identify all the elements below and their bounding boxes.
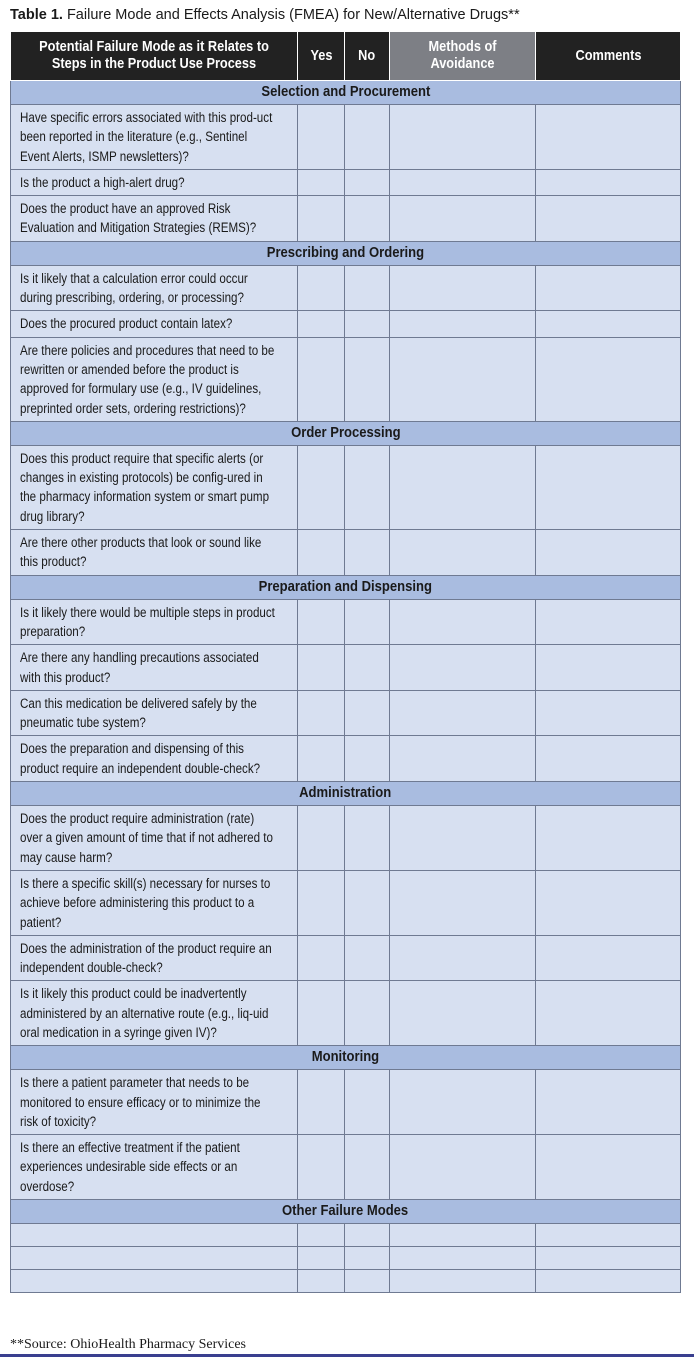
failure-mode-entry-cell[interactable] xyxy=(11,1270,298,1293)
failure-mode-question: Is the product a high-alert drug? xyxy=(11,169,298,195)
section-title: Order Processing xyxy=(11,421,681,445)
failure-mode-question: Is it likely there would be multiple steps in product preparation? xyxy=(11,599,298,645)
empty-row xyxy=(11,1224,681,1247)
header-methods-of-avoidance: Methods of Avoidance xyxy=(390,32,536,81)
no-cell[interactable] xyxy=(345,1135,390,1200)
failure-mode-question: Does this product require that specific alerts (or changes in existing protocols) be config-ured in the pharmacy information system or smart pump drug library? xyxy=(11,445,298,529)
no-cell[interactable] xyxy=(345,1270,390,1293)
yes-cell[interactable] xyxy=(298,645,345,691)
section-title: Other Failure Modes xyxy=(11,1200,681,1224)
comments-cell[interactable] xyxy=(536,105,681,170)
methods-of-avoidance-cell[interactable] xyxy=(390,806,536,871)
fmea-table-body xyxy=(11,81,681,1293)
failure-mode-question: Does the administration of the product require an independent double-check? xyxy=(11,935,298,981)
methods-of-avoidance-cell[interactable] xyxy=(390,870,536,935)
comments-cell[interactable] xyxy=(536,736,681,782)
failure-mode-question: Are there any handling precautions associated with this product? xyxy=(11,645,298,691)
table-row xyxy=(11,645,681,691)
yes-cell[interactable] xyxy=(298,1135,345,1200)
failure-mode-question: Is there an effective treatment if the patient experiences undesirable side effects or an overdose? xyxy=(11,1135,298,1200)
no-cell[interactable] xyxy=(345,169,390,195)
failure-mode-question: Are there other products that look or sound like this product? xyxy=(11,530,298,576)
table-header-row xyxy=(11,32,681,81)
no-cell[interactable] xyxy=(345,1247,390,1270)
failure-mode-entry-cell[interactable] xyxy=(11,1224,298,1247)
yes-cell[interactable] xyxy=(298,870,345,935)
table-row xyxy=(11,445,681,529)
fmea-table xyxy=(10,31,681,1293)
yes-cell[interactable] xyxy=(298,169,345,195)
no-cell[interactable] xyxy=(345,981,390,1046)
table-row xyxy=(11,530,681,576)
methods-of-avoidance-cell[interactable] xyxy=(390,530,536,576)
empty-row xyxy=(11,1270,681,1293)
methods-of-avoidance-cell[interactable] xyxy=(390,445,536,529)
table-row xyxy=(11,311,681,337)
methods-of-avoidance-cell[interactable] xyxy=(390,105,536,170)
comments-cell[interactable] xyxy=(536,169,681,195)
failure-mode-question: Does the procured product contain latex? xyxy=(11,311,298,337)
methods-of-avoidance-cell[interactable] xyxy=(390,196,536,242)
table-row xyxy=(11,690,681,736)
section-title: Monitoring xyxy=(11,1046,681,1070)
yes-cell[interactable] xyxy=(298,105,345,170)
methods-of-avoidance-cell[interactable] xyxy=(390,1224,536,1247)
table-row xyxy=(11,935,681,981)
empty-row xyxy=(11,1247,681,1270)
comments-cell[interactable] xyxy=(536,870,681,935)
comments-cell[interactable] xyxy=(536,599,681,645)
section-row-selection-and-procurement xyxy=(11,81,681,105)
comments-cell[interactable] xyxy=(536,1224,681,1247)
failure-mode-question: Are there policies and procedures that need to be rewritten or amended before the product is approved for formulary use (e.g., IV guidelines, preprinted order sets, ordering restrictions)? xyxy=(11,337,298,421)
comments-cell[interactable] xyxy=(536,1270,681,1293)
table-caption-text: Failure Mode and Effects Analysis (FMEA) for New/Alternative Drugs** xyxy=(66,7,520,23)
no-cell[interactable] xyxy=(345,105,390,170)
table-row xyxy=(11,870,681,935)
failure-mode-question: Is there a specific skill(s) necessary for nurses to achieve before administering this product to a patient? xyxy=(11,870,298,935)
table-row xyxy=(11,1135,681,1200)
failure-mode-question: Is it likely that a calculation error could occur during prescribing, ordering, or processing? xyxy=(11,265,298,311)
table-row xyxy=(11,196,681,242)
methods-of-avoidance-cell[interactable] xyxy=(390,1247,536,1270)
methods-of-avoidance-cell[interactable] xyxy=(390,935,536,981)
yes-cell[interactable] xyxy=(298,806,345,871)
yes-cell[interactable] xyxy=(298,736,345,782)
section-title: Prescribing and Ordering xyxy=(11,241,681,265)
methods-of-avoidance-cell[interactable] xyxy=(390,1270,536,1293)
comments-cell[interactable] xyxy=(536,337,681,421)
no-cell[interactable] xyxy=(345,806,390,871)
table-caption-label: Table 1. xyxy=(10,7,63,23)
header-failure-mode: Potential Failure Mode as it Relates to Steps in the Product Use Process xyxy=(11,32,298,81)
failure-mode-question: Is it likely this product could be inadvertently administered by an alternative route (e.g., liq-uid oral medication in a syringe given IV)? xyxy=(11,981,298,1046)
table-row xyxy=(11,337,681,421)
table-caption xyxy=(10,4,520,26)
table-row xyxy=(11,981,681,1046)
methods-of-avoidance-cell[interactable] xyxy=(390,645,536,691)
failure-mode-question: Is there a patient parameter that needs to be monitored to ensure efficacy or to minimize the risk of toxicity? xyxy=(11,1070,298,1135)
yes-cell[interactable] xyxy=(298,599,345,645)
yes-cell[interactable] xyxy=(298,1224,345,1247)
no-cell[interactable] xyxy=(345,1070,390,1135)
no-cell[interactable] xyxy=(345,445,390,529)
failure-mode-question: Does the preparation and dispensing of this product require an independent double-check? xyxy=(11,736,298,782)
yes-cell[interactable] xyxy=(298,530,345,576)
fmea-table-wrapper xyxy=(10,31,680,1293)
methods-of-avoidance-cell[interactable] xyxy=(390,311,536,337)
methods-of-avoidance-cell[interactable] xyxy=(390,599,536,645)
header-yes: Yes xyxy=(298,32,345,81)
header-comments: Comments xyxy=(536,32,681,81)
section-row-order-processing xyxy=(11,421,681,445)
no-cell[interactable] xyxy=(345,690,390,736)
failure-mode-question: Can this medication be delivered safely by the pneumatic tube system? xyxy=(11,690,298,736)
yes-cell[interactable] xyxy=(298,1247,345,1270)
comments-cell[interactable] xyxy=(536,530,681,576)
comments-cell[interactable] xyxy=(536,445,681,529)
yes-cell[interactable] xyxy=(298,1070,345,1135)
comments-cell[interactable] xyxy=(536,265,681,311)
methods-of-avoidance-cell[interactable] xyxy=(390,690,536,736)
section-row-monitoring xyxy=(11,1046,681,1070)
table-row xyxy=(11,169,681,195)
comments-cell[interactable] xyxy=(536,935,681,981)
yes-cell[interactable] xyxy=(298,337,345,421)
no-cell[interactable] xyxy=(345,935,390,981)
failure-mode-question: Does the product require administration (rate) over a given amount of time that if not adhered to may cause harm? xyxy=(11,806,298,871)
methods-of-avoidance-cell[interactable] xyxy=(390,736,536,782)
section-row-prescribing-and-ordering xyxy=(11,241,681,265)
section-row-other-failure-modes xyxy=(11,1200,681,1224)
yes-cell[interactable] xyxy=(298,981,345,1046)
methods-of-avoidance-cell[interactable] xyxy=(390,1070,536,1135)
comments-cell[interactable] xyxy=(536,196,681,242)
section-row-administration xyxy=(11,782,681,806)
comments-cell[interactable] xyxy=(536,1135,681,1200)
comments-cell[interactable] xyxy=(536,1070,681,1135)
yes-cell[interactable] xyxy=(298,311,345,337)
no-cell[interactable] xyxy=(345,265,390,311)
no-cell[interactable] xyxy=(345,196,390,242)
methods-of-avoidance-cell[interactable] xyxy=(390,337,536,421)
section-title: Administration xyxy=(11,782,681,806)
methods-of-avoidance-cell[interactable] xyxy=(390,1135,536,1200)
section-row-preparation-and-dispensing xyxy=(11,575,681,599)
table-row xyxy=(11,599,681,645)
table-row xyxy=(11,806,681,871)
yes-cell[interactable] xyxy=(298,196,345,242)
comments-cell[interactable] xyxy=(536,690,681,736)
table-row xyxy=(11,736,681,782)
comments-cell[interactable] xyxy=(536,981,681,1046)
comments-cell[interactable] xyxy=(536,1247,681,1270)
no-cell[interactable] xyxy=(345,337,390,421)
source-footnote: **Source: OhioHealth Pharmacy Services xyxy=(10,1337,246,1352)
yes-cell[interactable] xyxy=(298,445,345,529)
yes-cell[interactable] xyxy=(298,690,345,736)
section-title: Preparation and Dispensing xyxy=(11,575,681,599)
header-no: No xyxy=(345,32,390,81)
methods-of-avoidance-cell[interactable] xyxy=(390,169,536,195)
no-cell[interactable] xyxy=(345,645,390,691)
methods-of-avoidance-cell[interactable] xyxy=(390,981,536,1046)
no-cell[interactable] xyxy=(345,530,390,576)
yes-cell[interactable] xyxy=(298,1270,345,1293)
methods-of-avoidance-cell[interactable] xyxy=(390,265,536,311)
comments-cell[interactable] xyxy=(536,806,681,871)
section-title: Selection and Procurement xyxy=(11,81,681,105)
no-cell[interactable] xyxy=(345,736,390,782)
failure-mode-question: Does the product have an approved Risk Evaluation and Mitigation Strategies (REMS)? xyxy=(11,196,298,242)
yes-cell[interactable] xyxy=(298,935,345,981)
failure-mode-question: Have specific errors associated with this prod-uct been reported in the literature (e.g., Sentinel Event Alerts, ISMP newsletters)? xyxy=(11,105,298,170)
comments-cell[interactable] xyxy=(536,645,681,691)
no-cell[interactable] xyxy=(345,870,390,935)
no-cell[interactable] xyxy=(345,599,390,645)
comments-cell[interactable] xyxy=(536,311,681,337)
table-row xyxy=(11,105,681,170)
yes-cell[interactable] xyxy=(298,265,345,311)
failure-mode-entry-cell[interactable] xyxy=(11,1247,298,1270)
no-cell[interactable] xyxy=(345,1224,390,1247)
no-cell[interactable] xyxy=(345,311,390,337)
table-row xyxy=(11,1070,681,1135)
table-row xyxy=(11,265,681,311)
